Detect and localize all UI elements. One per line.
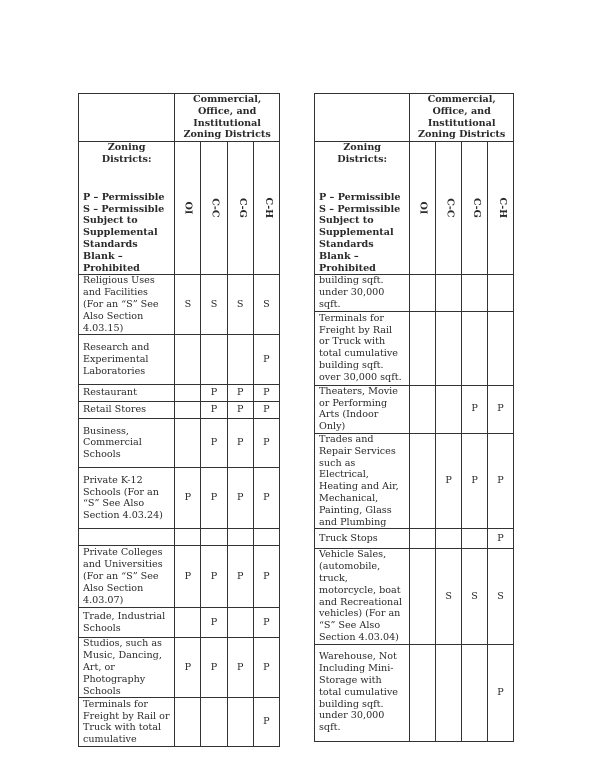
legend-cell — [315, 142, 410, 275]
permission-cell-ch: P — [253, 698, 279, 747]
permission-cell-ch: P — [488, 433, 514, 528]
permission-cell-ch: P — [488, 529, 514, 549]
permission-cell-cg: S — [462, 549, 488, 644]
permission-cell-cc — [436, 644, 462, 741]
district-group-header: Commercial, Office, and Institutional Zoning Districts — [175, 94, 280, 142]
permission-cell-oi — [410, 644, 436, 741]
zoning-table-left — [78, 93, 280, 747]
permission-cell-ch: P — [253, 638, 279, 698]
permission-cell-ch — [488, 275, 514, 311]
permission-cell-oi — [410, 433, 436, 528]
table-row — [315, 529, 514, 549]
table-row — [315, 549, 514, 644]
permission-cell-cg — [227, 608, 253, 638]
district-header-cc: C-C — [436, 142, 462, 275]
permission-cell-cg — [227, 335, 253, 385]
permission-cell-ch: P — [253, 385, 279, 402]
table-row — [315, 644, 514, 741]
permission-cell-ch: P — [488, 385, 514, 433]
district-header-cg: C-G — [227, 142, 253, 275]
table-row — [79, 698, 280, 747]
permission-cell-oi — [410, 529, 436, 549]
table-row — [79, 335, 280, 385]
permission-cell-cc: S — [201, 275, 227, 335]
use-label: building sqft. under 30,000 sqft. — [315, 275, 410, 311]
permission-cell-cc — [436, 275, 462, 311]
permission-cell-cg: P — [227, 546, 253, 608]
legend-line-blank: Blank – Prohibited — [319, 250, 376, 274]
district-header-oi: OI — [175, 142, 201, 275]
permission-cell-ch: P — [253, 468, 279, 529]
table-row — [315, 385, 514, 433]
permission-cell-cc: P — [201, 638, 227, 698]
legend-title: Zoning Districts: — [101, 142, 152, 165]
permission-cell-cc: P — [201, 385, 227, 402]
permission-cell-cg: P — [227, 468, 253, 529]
permission-cell-ch: P — [253, 335, 279, 385]
permission-cell-oi — [175, 335, 201, 385]
district-group-header: Commercial, Office, and Institutional Zoning Districts — [410, 94, 514, 142]
table-body-right — [315, 275, 514, 741]
permission-cell-ch — [488, 311, 514, 385]
permission-cell-ch: P — [253, 402, 279, 419]
use-label: Trades and Repair Services such as Electrical, Heating and Air, Mechanical, Painting, Glass and Plumbing — [315, 433, 410, 528]
permission-cell-oi — [175, 385, 201, 402]
header-blank-cell — [315, 94, 410, 142]
district-header-cc: C-C — [201, 142, 227, 275]
district-header-ch: C-H — [253, 142, 279, 275]
header-blank-cell — [79, 94, 175, 142]
use-label: Retail Stores — [79, 402, 175, 419]
permission-cell-cc — [201, 335, 227, 385]
use-label: Research and Experimental Laboratories — [79, 335, 175, 385]
district-header-ch: C-H — [488, 142, 514, 275]
table-row — [79, 402, 280, 419]
use-label: Vehicle Sales, (automobile, truck, motorcycle, boat and Recreational vehicles) (For an “S” See Also Section 4.03.04) — [315, 549, 410, 644]
legend-line-s: S – Permissible Subject to Supplemental Standards — [83, 203, 165, 250]
use-label: Restaurant — [79, 385, 175, 402]
table-row — [315, 311, 514, 385]
permission-cell-ch: P — [488, 644, 514, 741]
use-label: Theaters, Movie or Performing Arts (Indoor Only) — [315, 385, 410, 433]
permission-cell-cc — [201, 698, 227, 747]
permission-cell-oi: P — [175, 638, 201, 698]
legend-line-p: P – Permissible — [83, 191, 165, 203]
use-label: Warehouse, Not Including Mini-Storage with total cumulative building sqft. under 30,000 sqft. — [315, 644, 410, 741]
use-label: Trade, Industrial Schools — [79, 608, 175, 638]
table-row — [79, 468, 280, 529]
permission-cell-ch: S — [488, 549, 514, 644]
table-row — [79, 275, 280, 335]
use-label: Religious Uses and Facilities (For an “S” See Also Section 4.03.15) — [79, 275, 175, 335]
permission-cell-cg — [227, 529, 253, 546]
permission-cell-cg: P — [227, 385, 253, 402]
use-label: Terminals for Freight by Rail or Truck with total cumulative — [79, 698, 175, 747]
permission-cell-oi — [410, 549, 436, 644]
permission-cell-cg — [462, 311, 488, 385]
permission-cell-cg — [462, 275, 488, 311]
table-row — [79, 419, 280, 468]
permission-cell-oi — [410, 275, 436, 311]
permission-cell-cg — [462, 644, 488, 741]
permission-cell-cc — [436, 311, 462, 385]
permission-cell-cc — [201, 529, 227, 546]
permission-cell-ch: P — [253, 419, 279, 468]
district-header-cg: C-G — [462, 142, 488, 275]
permission-cell-oi — [175, 608, 201, 638]
table-row — [79, 638, 280, 698]
permission-cell-oi: P — [175, 546, 201, 608]
permission-cell-cg — [227, 698, 253, 747]
permission-cell-oi: S — [175, 275, 201, 335]
zoning-table-right — [314, 93, 514, 742]
permission-cell-cc: P — [201, 468, 227, 529]
permission-cell-cg — [462, 529, 488, 549]
table-row — [315, 433, 514, 528]
use-label: Private Colleges and Universities (For an “S” See Also Section 4.03.07) — [79, 546, 175, 608]
use-label — [79, 529, 175, 546]
legend-line-s: S – Permissible Subject to Supplemental Standards — [319, 203, 401, 250]
use-label: Truck Stops — [315, 529, 410, 549]
permission-cell-ch: P — [253, 608, 279, 638]
permission-cell-oi — [410, 385, 436, 433]
permission-cell-cc — [436, 385, 462, 433]
legend-line-blank: Blank – Prohibited — [83, 250, 140, 274]
permission-cell-cc: P — [201, 546, 227, 608]
permission-cell-cc: S — [436, 549, 462, 644]
permission-cell-cc: P — [436, 433, 462, 528]
use-label: Business, Commercial Schools — [79, 419, 175, 468]
permission-cell-cc: P — [201, 402, 227, 419]
permission-cell-cg: P — [227, 419, 253, 468]
district-header-oi: OI — [410, 142, 436, 275]
permission-cell-cc — [436, 529, 462, 549]
table-row — [79, 529, 280, 546]
use-label: Studios, such as Music, Dancing, Art, or Photography Schools — [79, 638, 175, 698]
permission-cell-cc: P — [201, 608, 227, 638]
legend-title: Zoning Districts: — [337, 142, 388, 165]
table-row — [79, 546, 280, 608]
permission-cell-cc: P — [201, 419, 227, 468]
legend-cell — [79, 142, 175, 275]
permission-cell-cg: P — [462, 433, 488, 528]
permission-cell-ch — [253, 529, 279, 546]
table-row — [315, 275, 514, 311]
permission-cell-cg: P — [227, 638, 253, 698]
permission-cell-cg: P — [462, 385, 488, 433]
permission-cell-oi — [175, 698, 201, 747]
permission-cell-cg: S — [227, 275, 253, 335]
permission-cell-cg: P — [227, 402, 253, 419]
permission-cell-oi — [175, 419, 201, 468]
table-body-left — [79, 275, 280, 747]
table-row — [79, 385, 280, 402]
permission-cell-oi — [175, 529, 201, 546]
permission-cell-oi — [410, 311, 436, 385]
use-label: Private K-12 Schools (For an “S” See Also Section 4.03.24) — [79, 468, 175, 529]
permission-cell-oi — [175, 402, 201, 419]
permission-cell-ch: S — [253, 275, 279, 335]
permission-cell-ch: P — [253, 546, 279, 608]
legend-line-p: P – Permissible — [319, 191, 401, 203]
permission-cell-oi: P — [175, 468, 201, 529]
table-row — [79, 608, 280, 638]
use-label: Terminals for Freight by Rail or Truck with total cumulative building sqft. over 30,000 sqft. — [315, 311, 410, 385]
